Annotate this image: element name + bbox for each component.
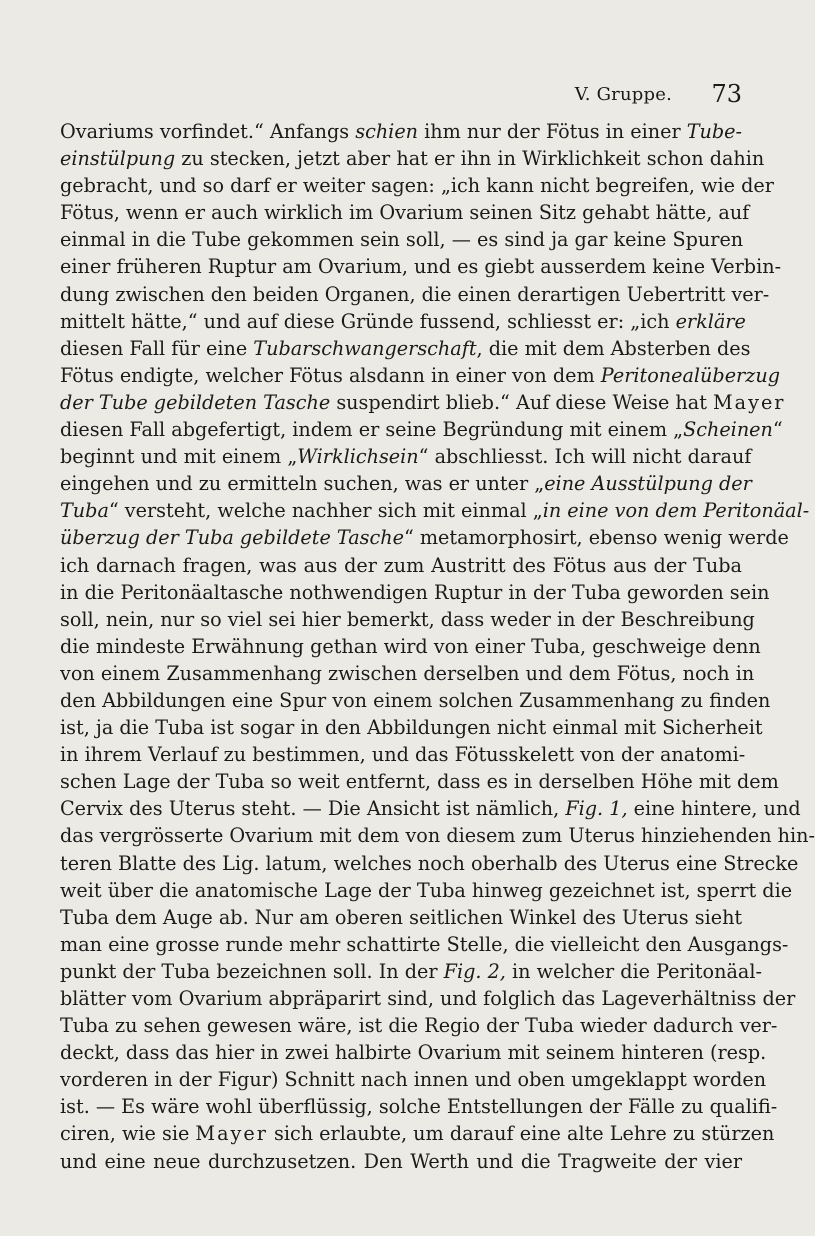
text-run: überzug der Tuba gebildete Tasche (60, 526, 404, 550)
text-run: blätter vom Ovarium abpräparirt sind, und folglich das Lageverhältniss der (60, 987, 796, 1010)
text-run: Peritonealüberzug (600, 363, 780, 387)
text-run: dung zwischen den beiden Organen, die einen derartigen Uebertritt ver- (60, 282, 770, 306)
text-line (60, 687, 771, 714)
text-run: Fötus, wenn er auch wirklich im Ovarium seinen Sitz gehabt hätte, auf (60, 201, 750, 225)
text-run: eine Ausstülpung der (544, 472, 752, 496)
text-line (60, 579, 770, 606)
text-run: weit über die anatomische Lage der Tuba hinweg gezeichnet ist, sperrt die (60, 878, 793, 902)
text-run: sich erlaubte, um darauf eine alte Lehre zu stürzen (267, 1122, 775, 1146)
text-line (60, 362, 780, 389)
page-header (60, 82, 742, 112)
text-line (60, 552, 742, 579)
text-run: die mindeste Erwähnung gethan wird von einer Tuba, geschweige denn (60, 634, 761, 658)
text-run: deckt, dass das hier in zwei halbirte Ovarium mit seinem hinteren (resp. (60, 1041, 767, 1065)
text-run: das vergrösserte Ovarium mit dem von diesem zum Uterus hinziehenden hin- (60, 824, 815, 848)
running-head: V. Gruppe. (574, 84, 672, 105)
text-run: schien (355, 120, 419, 143)
text-line (60, 795, 801, 822)
text-run: einstülpung (60, 147, 176, 171)
text-line (60, 606, 755, 633)
text-line (60, 1012, 778, 1039)
text-run: erkläre (675, 309, 746, 333)
text-run: Cervix des Uterus steht. — Die Ansicht ist nämlich, (60, 797, 566, 821)
text-line (60, 1039, 767, 1066)
text-run: beginnt und mit einem „ (60, 445, 298, 469)
text-run: Tuba dem Auge ab. Nur am oberen seitlichen Winkel des Uterus sieht (60, 905, 743, 929)
text-run: diesen Fall für eine (60, 336, 254, 360)
text-line (60, 768, 779, 795)
text-line (60, 822, 815, 849)
text-run: punkt der Tuba bezeichnen soll. In der (60, 959, 444, 983)
text-line (60, 118, 742, 145)
text-run: einer früheren Ruptur am Ovarium, und es giebt ausserdem keine Verbin- (60, 255, 782, 279)
text-run: Tubarschwangerschaft (253, 336, 477, 360)
text-run: , die mit dem Absterben des (476, 336, 751, 360)
text-run: Mayer (713, 390, 786, 414)
text-run: Wirklichsein (297, 445, 419, 469)
text-run: Fig. 1, (565, 797, 628, 821)
text-line (60, 199, 750, 226)
text-line (60, 497, 810, 524)
text-run: Fig. 2, (443, 959, 506, 983)
text-line (60, 470, 752, 497)
text-line (60, 416, 783, 443)
text-run: und eine neue durchzusetzen. Den Werth und die Tragweite der vier (60, 1149, 742, 1173)
text-run: von einem Zusammenhang zwischen derselben und dem Fötus, noch in (60, 661, 755, 685)
text-run: einmal in die Tube gekommen sein soll, — es sind ja gar keine Spuren (60, 228, 744, 252)
text-run: eingehen und zu ermitteln suchen, was er unter „ (60, 472, 545, 496)
text-run: vorderen in der Figur) Schnitt nach innen und oben umgeklappt worden (60, 1068, 767, 1092)
text-line (60, 850, 799, 877)
text-line (60, 1148, 742, 1175)
text-run: man eine grosse runde mehr schattirte Stelle, die vielleicht den Ausgangs- (60, 932, 789, 956)
text-line (60, 253, 782, 280)
text-run: zu stecken, jetzt aber hat er ihn in Wirklichkeit schon dahin (175, 147, 765, 171)
text-line (60, 172, 774, 199)
text-line (60, 443, 752, 470)
text-run: schen Lage der Tuba so weit entfernt, dass es in derselben Höhe mit dem (60, 770, 779, 794)
text-run: ist. — Es wäre wohl überflüssig, solche Entstellungen der Fälle zu qualifi- (60, 1095, 778, 1119)
text-run: soll, nein, nur so viel sei hier bemerkt, dass weder in der Beschreibung (60, 607, 755, 631)
text-line (60, 904, 742, 931)
text-run: Tuba (60, 499, 109, 523)
text-run: gebracht, und so darf er weiter sagen: „ich kann nicht begreifen, wie der (60, 174, 774, 198)
text-run: “ metamorphosirt, ebenso wenig werde (403, 526, 789, 550)
page-number: 73 (711, 80, 742, 108)
text-run: in ihrem Verlauf zu bestimmen, und das Fötusskelett von der anatomi- (60, 743, 746, 767)
text-line (60, 226, 742, 253)
text-run: in welcher die Peritonäal- (505, 959, 762, 983)
text-line (60, 985, 796, 1012)
text-line (60, 660, 755, 687)
text-run: “ abschliesst. Ich will nicht darauf (418, 445, 752, 469)
text-line (60, 1120, 775, 1147)
text-run: suspendirt blieb.“ Auf diese Weise hat (330, 390, 714, 414)
text-run: eine hintere, und (627, 797, 801, 821)
text-line (60, 145, 765, 172)
text-line (60, 714, 763, 741)
text-run: ihm nur der Fötus in einer (418, 120, 687, 143)
body-text (60, 118, 815, 1175)
text-line (60, 931, 789, 958)
text-line (60, 877, 793, 904)
text-run: in eine von dem Peritonäal- (542, 499, 810, 523)
text-run: Ovariums vorfindet.“ Anfangs (60, 120, 356, 143)
text-line (60, 389, 786, 416)
text-run: den Abbildungen eine Spur von einem solchen Zusammenhang zu finden (60, 688, 771, 712)
text-run: ciren, wie sie (60, 1122, 196, 1146)
text-line (60, 1093, 778, 1120)
text-run: teren Blatte des Lig. latum, welches noch oberhalb des Uterus eine Strecke (60, 851, 799, 875)
text-run: ich darnach fragen, was aus der zum Austritt des Fötus aus der Tuba (60, 553, 742, 577)
text-run: Tuba zu sehen gewesen wäre, ist die Regio der Tuba wieder dadurch ver- (60, 1014, 778, 1038)
text-run: Scheinen (683, 418, 773, 442)
text-run: “ (772, 418, 783, 442)
text-run: in die Peritonäaltasche nothwendigen Ruptur in der Tuba geworden sein (60, 580, 770, 604)
text-run: diesen Fall abgefertigt, indem er seine Begründung mit einem „ (60, 418, 684, 442)
text-line (60, 524, 789, 551)
text-run: Fötus endigte, welcher Fötus alsdann in einer von dem (60, 363, 601, 387)
text-line (60, 958, 762, 985)
text-run: Tube- (686, 120, 743, 143)
text-line (60, 281, 770, 308)
text-line (60, 741, 746, 768)
text-run: ist, ja die Tuba ist sogar in den Abbildungen nicht einmal mit Sicherheit (60, 716, 763, 740)
text-run: mittelt hätte,“ und auf diese Gründe fussend, schliesst er: „ich (60, 309, 676, 333)
text-run: der Tube gebildeten Tasche (60, 390, 331, 414)
text-run: Mayer (195, 1122, 268, 1146)
text-line (60, 1066, 767, 1093)
text-line (60, 308, 746, 335)
text-line (60, 633, 761, 660)
text-line (60, 335, 751, 362)
text-run: “ versteht, welche nachher sich mit einmal „ (108, 499, 543, 523)
